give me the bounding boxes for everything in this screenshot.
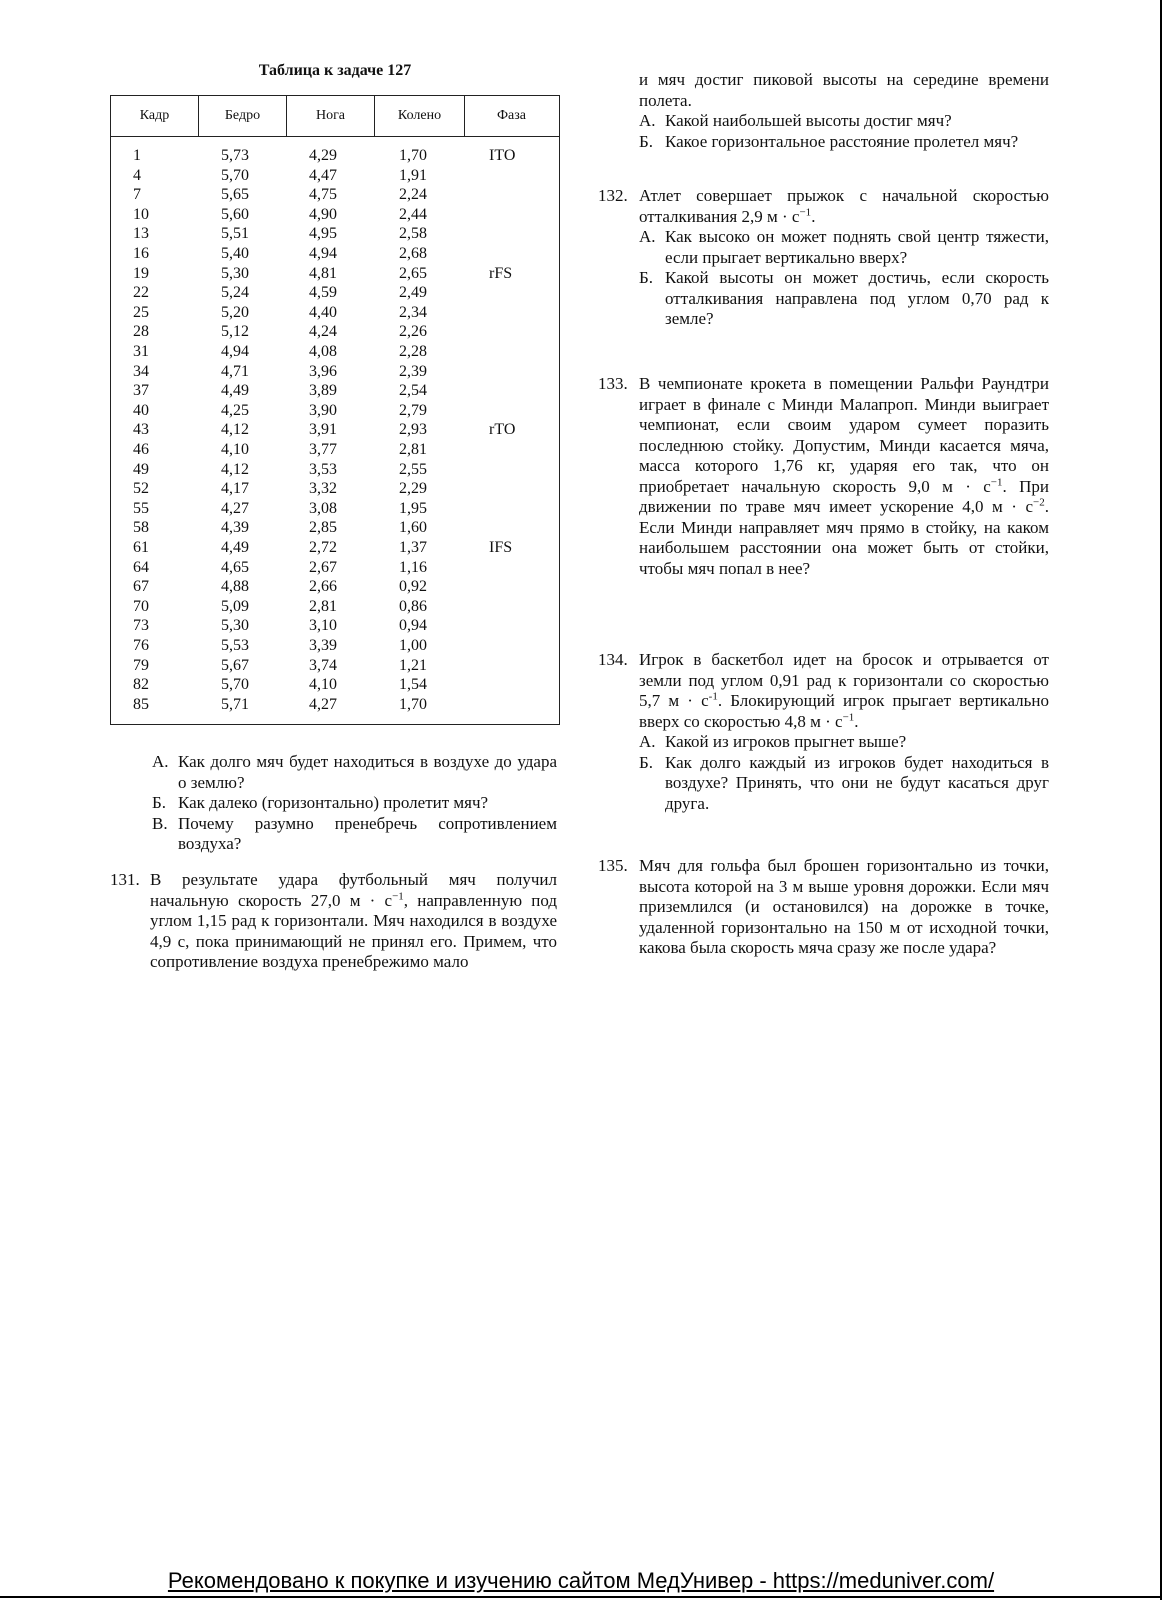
cell-frame: 64	[133, 558, 149, 576]
cell-knee: 0,92	[399, 578, 427, 596]
cell-hip: 5,30	[221, 617, 249, 635]
cell-phase	[489, 597, 549, 617]
cell-phase	[489, 342, 549, 362]
question-number: 131.	[110, 870, 140, 889]
question-133	[598, 374, 1049, 579]
cell-frame: 25	[133, 303, 149, 321]
table-row	[111, 518, 559, 538]
question-135	[598, 856, 1049, 959]
cell-frame: 58	[133, 519, 149, 537]
table-row	[111, 597, 559, 617]
cell-phase	[489, 636, 549, 656]
cell-leg: 3,90	[309, 401, 337, 419]
cell-frame: 67	[133, 578, 149, 596]
cell-frame: 79	[133, 656, 149, 674]
table-row	[111, 205, 559, 225]
cell-frame: 61	[133, 539, 149, 556]
table-row	[111, 616, 559, 636]
cell-leg: 3,53	[309, 460, 337, 478]
cell-phase	[489, 283, 549, 303]
cell-leg: 4,29	[309, 147, 337, 164]
cell-hip: 5,12	[221, 323, 249, 341]
cell-leg: 3,10	[309, 617, 337, 635]
cell-leg: 2,66	[309, 578, 337, 596]
table-row	[111, 636, 559, 656]
table-row	[111, 362, 559, 382]
table-body	[111, 136, 559, 724]
cell-knee: 2,39	[399, 362, 427, 380]
cell-knee: 1,70	[399, 147, 427, 164]
cell-frame: 52	[133, 480, 149, 498]
cell-knee: 2,26	[399, 323, 427, 341]
cell-phase	[489, 616, 549, 636]
cell-knee: 1,37	[399, 539, 427, 556]
table-row	[111, 479, 559, 499]
cell-phase	[489, 440, 549, 460]
table-row	[111, 420, 559, 440]
cell-hip: 5,70	[221, 676, 249, 694]
cell-phase	[489, 322, 549, 342]
cell-knee: 2,93	[399, 421, 427, 439]
list-item: Б. Какое горизонтальное расстояние пролетел мяч?	[639, 131, 1019, 151]
cell-knee: 2,58	[399, 225, 427, 243]
cell-leg: 3,74	[309, 656, 337, 674]
cell-hip: 5,24	[221, 284, 249, 302]
cell-hip: 5,30	[221, 264, 249, 282]
question-text: В результате удара футбольный мяч получил начальную скорость 27,0 $м \cdot с^{-1}$, направленную под углом 1,15 рад к горизонтали. Мяч находился в воздухе 4,9 с, пока принимающий не принял его. Примем, что сопротивление воздуха пренебрежимо мало	[150, 870, 557, 971]
cell-knee: 1,91	[399, 166, 427, 184]
cell-phase	[489, 675, 549, 695]
cell-frame: 37	[133, 382, 149, 400]
cell-hip: 4,12	[221, 460, 249, 478]
cell-frame: 73	[133, 617, 149, 635]
cell-phase	[489, 362, 549, 382]
cell-leg: 4,59	[309, 284, 337, 302]
list-item: Б. Как далеко (горизонтально) пролетит мяч?	[152, 793, 489, 812]
cell-leg: 3,77	[309, 441, 337, 458]
table-row	[111, 381, 559, 401]
cell-knee: 2,68	[399, 245, 427, 262]
cell-frame: 28	[133, 323, 149, 341]
cell-frame: 22	[133, 284, 149, 302]
header-knee: Колено	[375, 96, 465, 136]
table-row	[111, 558, 559, 578]
question-number: 133.	[598, 374, 628, 393]
question-number: 132.	[598, 186, 628, 205]
table-row	[111, 656, 559, 676]
table-row	[111, 440, 559, 460]
list-item: В. Почему разумно пренебречь сопротивлением воздуха?	[152, 813, 557, 853]
cell-leg: 2,67	[309, 558, 337, 576]
cell-frame: 10	[133, 205, 149, 223]
cell-leg: 4,47	[309, 166, 337, 184]
question-134	[598, 650, 1049, 814]
cell-hip: 4,49	[221, 382, 249, 400]
table-header	[111, 96, 559, 137]
cell-frame: 13	[133, 225, 149, 243]
cell-frame: 16	[133, 245, 149, 262]
cell-leg: 4,10	[309, 676, 337, 694]
cell-leg: 4,81	[309, 264, 337, 282]
question-131	[110, 870, 557, 973]
cell-leg: 3,89	[309, 382, 337, 400]
cell-phase	[489, 656, 549, 676]
cell-phase	[489, 518, 549, 538]
cell-phase	[489, 479, 549, 499]
cell-knee: 2,28	[399, 343, 427, 360]
cell-leg: 4,95	[309, 225, 337, 243]
cell-leg: 2,72	[309, 539, 337, 556]
cell-hip: 4,12	[221, 421, 249, 439]
table-row	[111, 538, 559, 558]
cell-hip: 4,94	[221, 343, 249, 360]
cell-frame: 7	[133, 186, 141, 204]
cell-knee: 1,21	[399, 656, 427, 674]
cell-leg: 2,81	[309, 597, 337, 615]
cell-knee: 2,24	[399, 186, 427, 204]
table-row	[111, 264, 559, 284]
cell-knee: 2,29	[399, 480, 427, 498]
cell-hip: 4,17	[221, 480, 249, 498]
table-row	[111, 460, 559, 480]
table-row	[111, 146, 559, 166]
list-item: А. Какой из игроков прыгнет выше?	[639, 732, 907, 751]
cell-hip: 4,39	[221, 519, 249, 537]
question-131-continuation: и мяч достиг пиковой высоты на середине времени полета. А. Какой наибольшей высоты достиг мяч? Б. Какое горизонтальное расстояние пролетел мяч?	[639, 70, 1049, 151]
table-row	[111, 224, 559, 244]
cell-hip: 5,60	[221, 205, 249, 223]
cell-leg: 3,32	[309, 480, 337, 498]
cell-knee: 0,94	[399, 617, 427, 635]
cell-knee: 2,79	[399, 401, 427, 419]
header-leg: Нога	[287, 96, 375, 136]
cell-hip: 5,40	[221, 245, 249, 262]
cell-hip: 5,65	[221, 186, 249, 204]
cell-knee: 1,70	[399, 695, 427, 713]
question-number: 134.	[598, 650, 628, 669]
cell-phase: ITO	[489, 147, 516, 164]
cell-leg: 4,24	[309, 323, 337, 341]
cell-knee: 2,34	[399, 303, 427, 321]
cell-hip: 5,71	[221, 695, 249, 713]
cell-leg: 2,85	[309, 519, 337, 537]
cell-frame: 55	[133, 499, 149, 517]
cell-frame: 76	[133, 637, 149, 654]
cell-leg: 4,08	[309, 343, 337, 360]
cell-leg: 4,90	[309, 205, 337, 223]
cell-phase	[489, 244, 549, 264]
cell-frame: 19	[133, 264, 149, 282]
cell-knee: 1,60	[399, 519, 427, 537]
question-text: Мяч для гольфа был брошен горизонтально из точки, высота которой на 3 м выше уровня дорожки. Если мяч приземлился (и остановился) на дорожке в точке, удаленной горизонтально на 150 м от исходной точки, какова была скорость мяча сразу же после удара?	[639, 856, 1049, 957]
header-phase: Фаза	[496, 108, 527, 123]
cell-leg: 4,27	[309, 695, 337, 713]
table-row	[111, 577, 559, 597]
cell-phase: rFS	[489, 264, 513, 282]
cell-phase	[489, 224, 549, 244]
cell-hip: 4,10	[221, 441, 249, 458]
cell-leg: 4,94	[309, 245, 337, 262]
cell-leg: 4,40	[309, 303, 337, 321]
cell-knee: 1,16	[399, 558, 427, 576]
question-text: Игрок в баскетбол идет на бросок и отрывается от земли под углом 0,91 рад к горизонтали со скоростью 5,7 $м \cdot с^{-1}$. Блокирующий игрок прыгает вертикально вверх со скоростью 4,8 $м \cdot с^{-1}$. А. Какой из игроков прыгнет выше? Б. Как долго каждый из игроков будет находиться в воздухе? Принять, что они не будут касаться друг друга.	[639, 650, 1049, 813]
table-row	[111, 499, 559, 519]
cell-frame: 46	[133, 441, 149, 458]
cell-knee: 2,55	[399, 460, 427, 478]
cell-hip: 5,73	[221, 147, 249, 164]
cell-phase	[489, 499, 549, 519]
list-item: А. Как высоко он может поднять свой центр тяжести, если прыгает вертикально вверх?	[639, 227, 1049, 267]
cell-phase	[489, 303, 549, 323]
footer-link[interactable]: Рекомендовано к покупке и изучению сайтом МедУнивер - https://meduniver.com/	[167, 1568, 995, 1593]
cell-leg: 3,08	[309, 499, 337, 517]
table-caption: Таблица к задаче 127	[258, 62, 412, 79]
question-number: 135.	[598, 856, 628, 875]
data-table	[110, 95, 560, 725]
footer-divider	[0, 1596, 1162, 1598]
cell-phase	[489, 401, 549, 421]
table-row	[111, 244, 559, 264]
cell-phase	[489, 166, 549, 186]
question-130-items	[152, 752, 557, 855]
cell-hip: 5,51	[221, 225, 249, 243]
cell-knee: 1,54	[399, 676, 427, 694]
cell-hip: 4,71	[221, 362, 249, 380]
cell-knee: 2,44	[399, 205, 427, 223]
cell-leg: 3,39	[309, 637, 337, 654]
table-row	[111, 185, 559, 205]
cell-knee: 2,81	[399, 441, 427, 458]
cell-frame: 1	[133, 147, 141, 164]
table-row	[111, 695, 559, 715]
list-item: Б. Какой высоты он может достичь, если скорость отталкивания направлена под углом 0,70 рад к земле?	[639, 268, 1049, 328]
cell-phase: rTO	[489, 421, 516, 439]
table-row	[111, 283, 559, 303]
cell-hip: 5,20	[221, 303, 249, 321]
list-item: А. Как долго мяч будет находиться в воздухе до удара о землю?	[152, 752, 557, 792]
cell-phase	[489, 460, 549, 480]
table-row	[111, 675, 559, 695]
table-row	[111, 322, 559, 342]
table-row	[111, 342, 559, 362]
cell-frame: 70	[133, 597, 149, 615]
cell-phase	[489, 577, 549, 597]
cell-phase	[489, 185, 549, 205]
cell-leg: 3,96	[309, 362, 337, 380]
cell-frame: 49	[133, 460, 149, 478]
list-item: А. Какой наибольшей высоты достиг мяч?	[639, 111, 952, 130]
cell-knee: 1,00	[399, 637, 427, 654]
cell-knee: 0,86	[399, 597, 427, 615]
cell-hip: 5,70	[221, 166, 249, 184]
cell-phase	[489, 381, 549, 401]
cell-hip: 4,49	[221, 539, 249, 556]
cell-leg: 4,75	[309, 186, 337, 204]
cell-knee: 1,95	[399, 499, 427, 517]
cell-phase: IFS	[489, 539, 513, 556]
cell-frame: 4	[133, 166, 141, 184]
question-text: Атлет совершает прыжок с начальной скоростью отталкивания 2,9 $м \cdot с^{-1}$. А. Как высоко он может поднять свой центр тяжести, если прыгает вертикально вверх? Б. Какой высоты он может достичь, если скорость отталкивания направлена под углом 0,70 рад к земле?	[639, 186, 1049, 328]
cell-phase	[489, 205, 549, 225]
cell-phase	[489, 695, 549, 715]
cell-hip: 4,88	[221, 578, 249, 596]
header-frame: Кадр	[111, 96, 199, 136]
cell-frame: 85	[133, 695, 149, 713]
header-hip: Бедро	[199, 96, 287, 136]
cell-frame: 31	[133, 343, 149, 360]
table-row	[111, 303, 559, 323]
cell-hip: 4,27	[221, 499, 249, 517]
cell-frame: 34	[133, 362, 149, 380]
question-132	[598, 186, 1049, 330]
cell-frame: 40	[133, 401, 149, 419]
cell-frame: 82	[133, 676, 149, 694]
cell-hip: 5,67	[221, 656, 249, 674]
cell-knee: 2,49	[399, 284, 427, 302]
table-row	[111, 166, 559, 186]
cell-hip: 5,09	[221, 597, 249, 615]
cell-knee: 2,54	[399, 382, 427, 400]
cell-phase	[489, 558, 549, 578]
cell-leg: 3,91	[309, 421, 337, 439]
cell-hip: 4,65	[221, 558, 249, 576]
list-item: Б. Как долго каждый из игроков будет находиться в воздухе? Принять, что они не будут касаться друг друга.	[639, 752, 1049, 813]
cell-hip: 5,53	[221, 637, 249, 654]
table-row	[111, 401, 559, 421]
cell-knee: 2,65	[399, 264, 427, 282]
cell-hip: 4,25	[221, 401, 249, 419]
question-text: В чемпионате крокета в помещении Ральфи Раундтри играет в финале с Минди Малапроп. Минди выиграет чемпионат, если своим ударом сумеет поразить последнюю стойку. Допустим, Минди касается мяча, масса которого 1,76 кг, ударяя его так, что он приобретает начальную скорость 9,0 $м \cdot с^{-1}$. При движении по траве мяч имеет ускорение 4,0 $м \cdot с^{-2}$. Если Минди направляет мяч прямо в стойку, на каком наибольшем расстоянии она может быть от стойки, чтобы мяч попал в нее?	[639, 374, 1049, 578]
cell-frame: 43	[133, 421, 149, 439]
